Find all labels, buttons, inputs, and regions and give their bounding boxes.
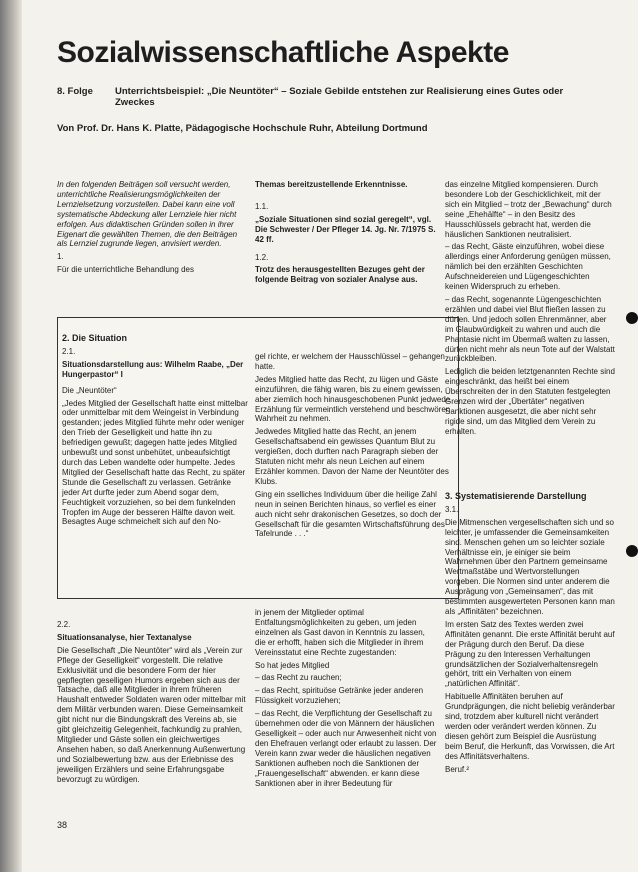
- source-line: Situationsdarstellung aus: Wilhelm Raabe, „Der Hungerpastor“ I: [62, 359, 244, 379]
- paragraph: Die Gesellschaft „Die Neuntöter“ wird als „Verein zur Pflege der Geselligkeit“ vorgestellt. Die relative Exklusivität und die besondere Form der hier gepflegten geselligen Humors ergeben sich aus der Tatsache, daß alle Mitglieder in ihrem früheren Haushalt entweder Soldaten waren oder mittelbar mit dem Militär verbunden waren. Diese Gemeinsamkeit gibt nicht nur die Bindungskraft des Vereins ab, sie gibt gleichzeitig Gelegenheit, fachkundig zu prahlen, Mitglieder und Gäste sollen ein gleichwertiges Ansehen haben, so daß Anerkennung Außenwertung und Sozialbewertung bzw. aus der Erlebnisse des jeweiligen Erzählers und seine Erfahrungsgabe bevorzugt zu würdigen.: [57, 645, 246, 784]
- section-number: 2.2.: [57, 620, 71, 629]
- section-number: 1.2.: [255, 252, 269, 262]
- column-3-systematic: [445, 492, 615, 777]
- list-item: – das Recht, sogenannte Lügengeschichten erzählen und dabei viel Blut fließen lassen zu dürfen. Und jedoch sollen Ehrenmänner, aber im Glaubwürdigkeit zu wahren und auch die Phantasie nicht im Übermaß walten zu lassen, dürfen nicht mehr als neun Tote auf der Walstatt zurückbleiben.: [445, 294, 615, 364]
- quote-paragraph: Jedwedes Mitglied hatte das Recht, an jenem Gesellschaftsabend ein gewisses Quantum Blut zu vergießen, doch durften nach Paragraph sieben der Statuten nicht mehr als neun Leichen auf einem Erzähler kommen. Davon der Name der Neuntöter des Klubs.: [255, 427, 449, 486]
- margin-dot-icon: [626, 312, 638, 324]
- list-item: – das Recht, die Verpflichtung der Gesellschaft zu übernehmen oder die von Männern der häuslichen Geselligkeit – oder auch nur Anwesenheit nicht von den Ehefrauen verlangt oder erlaubt zu lassen. Der Verein kann zwar weder die häuslichen negativen Sanktionen aufheben noch die Sanktionen der „Frauengesellschaft“ abwenden. er kann diese Sanktionen aber in ihrer Bedeutung für: [255, 709, 437, 788]
- list-item: – das Recht, Gäste einzuführen, wobei diese allerdings einer Anforderung genügen müssen, nämlich bei den erzählten Geschichten Aufschneidereien und Lügengeschichten keinen Widerspruch zu erheben.: [445, 242, 611, 292]
- intro-paragraph: In den folgenden Beiträgen soll versucht werden, unterrichtliche Realisierungsmöglichkeiten der Lernzielsetzung vorzustellen. Dabei kann eine voll systematische Abdeckung aller Lernziele hier nicht erfolgen. Aus didaktischen Gründen sollen in ihrer Eigenart die gewählten Themen, die den Beiträgen als Lernziel zugrunde liegen, anvisiert werden.: [57, 180, 238, 249]
- column-1-intro: [57, 180, 247, 278]
- text-title: Die „Neuntöter“: [62, 385, 117, 395]
- section-heading: 3. Systematisierende Darstellung: [445, 491, 587, 501]
- footnote-ref: Beruf.²: [445, 764, 470, 774]
- paragraph: das einzelne Mitglied kompensieren. Durch besondere Lob der Geschicklichkeit, mit der sich ein Mitglied – trotz der „Bewachung“ durch seine „Ehehälfte“ – in den Besitz des Hausschlüssels gebracht hat, werden die häuslichen Sanktionen neutralisiert.: [445, 180, 612, 239]
- column-2-intro: [255, 180, 437, 288]
- quote-paragraph: Jedes Mitglied hatte das Recht, zu lügen und Gäste einzuführen, die fähig waren, bis zu einem gewissen, aber ziemlich hoch hinausgeschobenen Punkt jedwede Erzählung für vermeintlich verstehend und beschwören Wahrheit zu nehmen.: [255, 374, 451, 424]
- column-1-analysis: [57, 620, 247, 788]
- section-heading: 2. Die Situation: [62, 333, 128, 343]
- paragraph: So hat jedes Mitglied: [255, 660, 330, 670]
- paragraph: Für die unterrichtliche Behandlung des: [57, 265, 194, 275]
- column-3-continued: [445, 180, 615, 440]
- section-heading: Situationsanalyse, hier Textanalyse: [57, 632, 192, 642]
- column-2-analysis: [255, 608, 437, 791]
- paragraph: Im ersten Satz des Textes werden zwei Affinitäten genannt. Die erste Affinität beruht auf der Prägung durch den Beruf. Da diese Prägung zu den Interessen Verhaltungen grundsätzlichen der Sozialverhaltensregeln gehört, tritt ein Verhalten von einem „natürlichen Affinität“.: [445, 619, 615, 689]
- section-number: 3.1.: [445, 504, 459, 514]
- paragraph: Habituelle Affinitäten beruhen auf Grundprägungen, die nicht beliebig veränderbar sind, trotzdem aber kulturell nicht verändert werden oder verändert werden können. Zu diesen gehört zum Beispiel die Ausrüstung beim Beruf, die Herkunft, das Vorwissen, die Art des Affinitätsverhaltens.: [445, 692, 615, 761]
- subtitle-text: Unterrichtsbeispiel: „Die Neuntöter“ – Soziale Gebilde entstehen zur Realisierung eines Gutes oder Zweckes: [115, 86, 564, 108]
- paragraph: Lediglich die beiden letztgenannten Rechte sind eingeschränkt, das heißt bei einem Überschreiten der in den Statuten festgelegten Grenzen wird der „Übertäter“ negativen Sanktionen ausgesetzt, die aber nicht sehr rigide sind, um das Mitglied dem Verein zu erhalten.: [445, 367, 615, 436]
- paragraph: Trotz des herausgestellten Bezuges geht der folgende Beitrag von sozialer Analyse aus.: [255, 265, 425, 285]
- quote-paragraph: gel richte, er welchem der Hausschlüssel – gehangen hatte.: [255, 352, 445, 371]
- quote-paragraph: Ging ein sselliches Individuum über die heilige Zahl neun in seinen Berichten hinaus, so verfiel es einer auch nicht sehr drakonischen Gesetzes, so doch der Gesellschaft für die gesamten Wirtschaftsführung des Tafelrunde . . .“: [255, 489, 445, 539]
- page-title: Sozialwissenschaftliche Aspekte: [57, 36, 509, 69]
- quote-paragraph: „Jedes Mitglied der Gesellschaft hatte einst mittelbar oder unmittelbar mit dem Weingeist in Verbindung gestanden; jedes Mitglied führte mehr oder weniger den Trieb der Geselligkeit und hatte ihn zu befriedigen gewußt; dagegen hatte jedes Mitglied unbewußt und sonst unbehütet, unbeaufsichtigt durch das Leben wandelte oder humpelte. Jedes Mitglied der Gesellschaft hatte das Recht, zu später Stunde die Gesellschaft zu verlassen. Getränke jeder Art durfte jeder zum Abend sogar dem, Feuchtigkeit vorzuziehen, so bei dem funkelnden Tropfen im Auge der besseren Hälfte davon weit. Besagtes Auge schmeichelt sich auf den No-: [62, 398, 248, 527]
- section-number: 1.1.: [255, 201, 269, 211]
- paragraph: Die Mitmenschen vergesellschaften sich und so leichter, je umfassender die Gemeinsamkeiten sind. Menschen gehen um so leichter soziale Verhältnisse ein, je einiger sie beim Wahrnehmen über den Partnern gemeinsame Wertmaßstäbe und Wertvorstellungen vorgeben. Die Normen sind unter anderem die Ausprägung von „Gemeinsamen“, das mit bestimmten ausgewerteten Personen kann man als „Affinitäten“ bezeichnen.: [445, 517, 615, 616]
- situation-box-col-2: [255, 352, 451, 542]
- paragraph: in jenem der Mitglieder optimal Entfaltungsmöglichkeiten zu geben, um jeden einzelnen als Gast davon in Kenntnis zu lassen, die er erhofft, haben sich die Mitglieder in ihrem Vereinsstatut eine Rechte zugestanden:: [255, 608, 425, 657]
- margin-dot-icon: [626, 545, 638, 557]
- list-item: – das Recht, spirituöse Getränke jeder anderen Flüssigkeit vorzuziehen;: [255, 686, 424, 706]
- scan-binding-edge: [0, 0, 22, 872]
- citation: „Soziale Situationen sind sozial geregelt“, vgl. Die Schwester / Der Pfleger 14. Jg. Nr. 7/1975 S. 42 ff.: [255, 214, 436, 244]
- paragraph: Themas bereitzustellende Erkenntnisse.: [255, 180, 408, 189]
- situation-box-col-1: [62, 334, 250, 530]
- section-number: 2.1.: [62, 346, 76, 356]
- author-line: Von Prof. Dr. Hans K. Platte, Pädagogische Hochschule Ruhr, Abteilung Dortmund: [57, 123, 428, 134]
- series-number: 8. Folge: [57, 86, 93, 97]
- subtitle: [57, 86, 577, 108]
- section-number: 1.: [57, 252, 64, 262]
- page-number: 38: [57, 820, 68, 830]
- list-item: – das Recht zu rauchen;: [255, 673, 342, 683]
